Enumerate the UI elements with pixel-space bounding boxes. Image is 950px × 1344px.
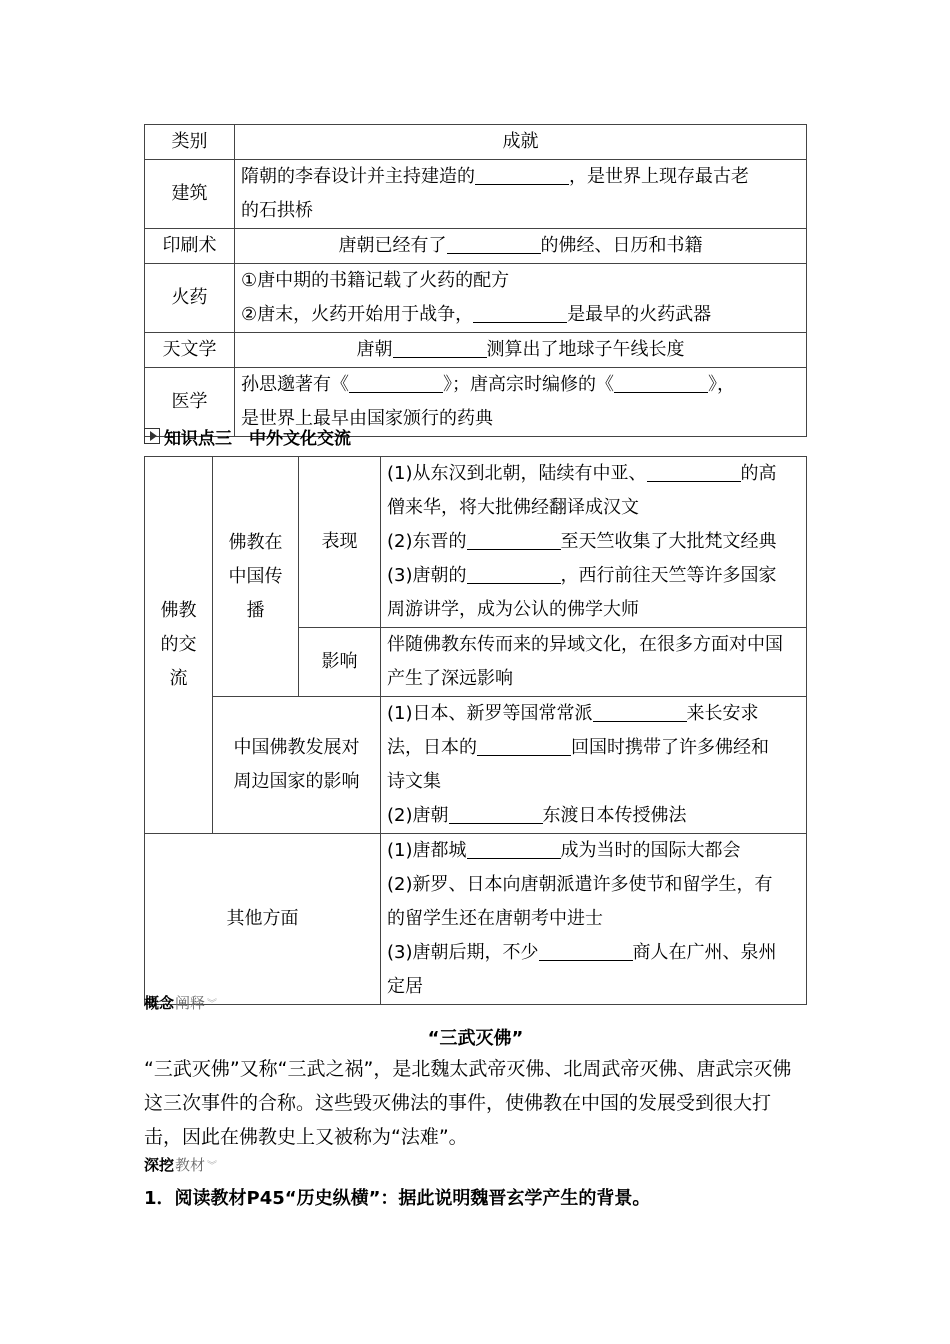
row-content: 隋朝的李春设计并主持建造的 ，是世界上现存最古老 的石拱桥 [235,160,807,229]
row-category: 医学 [145,368,235,437]
manifest-cell: 表现 [299,457,381,628]
box-title: “三武灭佛” [427,1028,524,1049]
play-triangle-icon [144,428,160,444]
box-text: “三武灭佛”又称“三武之祸”，是北魏太武帝灭佛、北周武帝灭佛、唐武宗灭佛这三次事件的合称。这些毁灭佛法的事件，使佛教在中国的发展受到很大打击，因此在佛教史上又被称为“法难”。 [144,1058,792,1148]
cultural-exchange-table [144,456,807,1005]
influence-content: 伴随佛教东传而来的异域文化，在很多方面对中国产生了深远影响 [381,628,807,697]
influence-cell: 影响 [299,628,381,697]
fill-blank [593,701,687,722]
header-category: 类别 [145,125,235,160]
other-content: (1)唐都城 成为当时的国际大都会 (2)新罗、日本向唐朝派遣许多使节和留学生，有 的留学生还在唐朝考中进士 (3)唐朝后期，不少 商人在广州、泉州 定居 [381,834,807,1005]
row-content: 唐朝 测算出了地球子午线长度 [235,333,807,368]
fill-blank [539,940,633,961]
manifest-content: (1)从东汉到北朝，陆续有中亚、 的高 僧来华，将大批佛经翻译成汉文 (2)东晋的 至天竺收集了大批梵文经典 (3)唐朝的 ，西行前往天竺等许多国家 周游讲学，成为公认的佛学大师 [381,457,807,628]
spread-cell: 佛教在中国传播 [213,457,299,697]
fill-blank [467,529,561,550]
neighbor-content: (1)日本、新罗等国常常派 来长安求 法，日本的 回国时携带了许多佛经和 诗文集 (2)唐朝 东渡日本传授佛法 [381,697,807,834]
dig-tag: 深挖 教材 ︾ [144,1156,218,1174]
question-1: 1．阅读教材P45“历史纵横”：据此说明魏晋玄学产生的背景。 [144,1188,651,1209]
section-heading: 知识点三 中外文化交流 [144,422,351,450]
row-content: 孙思邈著有《 》；唐高宗时编修的《 》， 是世界上最早由国家颁行的药典 [235,368,807,437]
fill-blank [447,233,541,254]
fill-blank [393,337,487,358]
fill-blank [473,302,567,323]
fill-blank [647,461,741,482]
fill-blank [475,164,569,185]
fill-blank [449,803,543,824]
row-category: 印刷术 [145,229,235,264]
concept-tag: 概念 阐释 ︾ [144,994,218,1012]
neighbor-cell: 中国佛教发展对周边国家的影响 [213,697,381,834]
row-content: ①唐中期的书籍记载了火药的配方 ②唐末，火药开始用于战争， 是最早的火药武器 [235,264,807,333]
row-category: 火药 [145,264,235,333]
row-content: 唐朝已经有了 的佛经、日历和书籍 [235,229,807,264]
other-cell: 其他方面 [145,834,381,1005]
double-chevron-icon: ︾ [207,1161,218,1172]
fill-blank [614,372,708,393]
achievements-table [144,124,807,437]
double-chevron-icon: ︾ [207,999,218,1010]
fill-blank [467,838,561,859]
header-achievement: 成就 [235,125,807,160]
fill-blank [477,735,571,756]
fill-blank [467,563,561,584]
buddhism-exchange-cell: 佛教的交流 [145,457,213,834]
fill-blank [349,372,443,393]
row-category: 建筑 [145,160,235,229]
row-category: 天文学 [145,333,235,368]
